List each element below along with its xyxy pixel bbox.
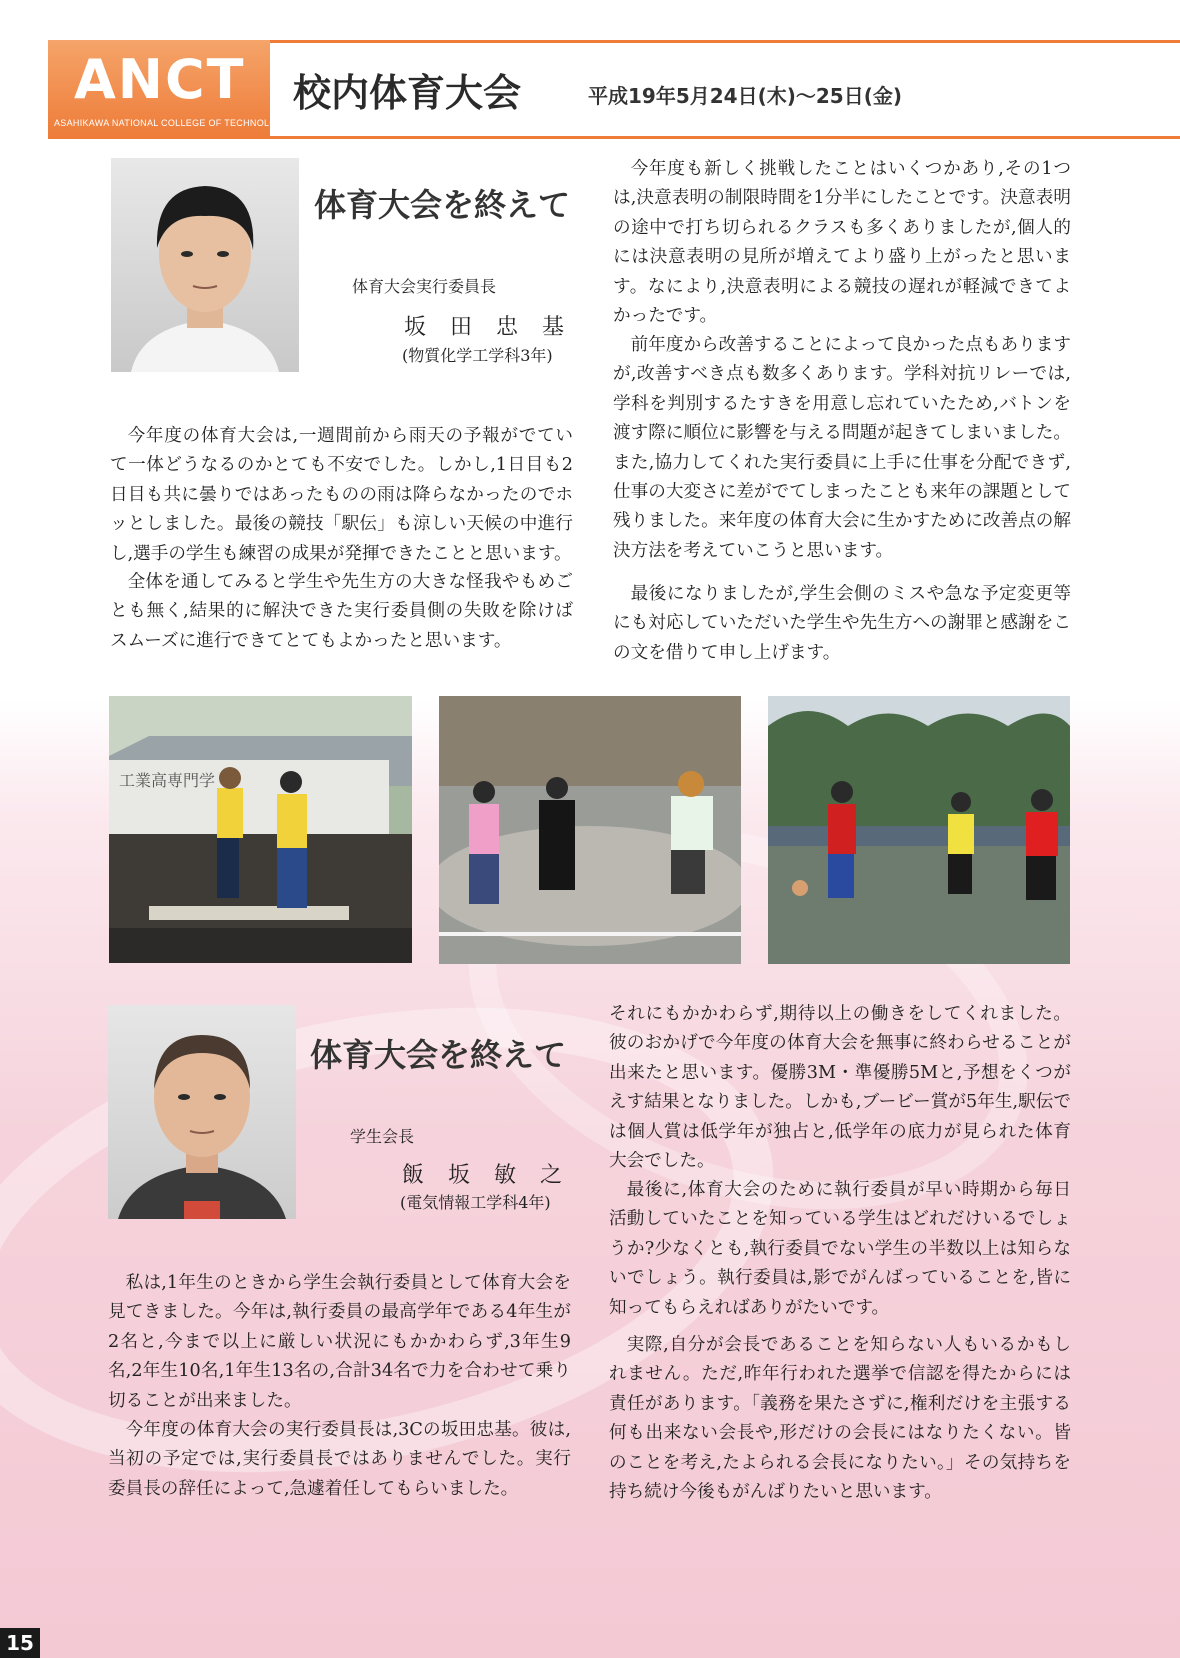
article-paragraph: 今年度も新しく挑戦したことはいくつかあり,その1つは,決意表明の制限時間を1分半にしたことです。決意表明の途中で打ち切られるクラスも多くありましたが,個人的には決意表明の見所が増えてより盛り上がったと思います。なにより,決意表明による競技の遅れが軽減できてよかったです。 [613,159,1071,327]
logo-subtitle: ASAHIKAWA NATIONAL COLLEGE OF TECHNOLOGY Vol.93 [54,118,320,128]
article-paragraph: 私は,1年生のときから学生会執行委員として体育大会を見てきました。今年は,執行委員の最高学年である4年生が2名と,今まで以上に厳しい状況にもかかわらず,3年生9名,2年生10名,1年生13名の,合計34名で力を合わせて乗り切ることが出来ました。 [108,1273,571,1411]
author-role: 体育大会実行委員長 [352,277,497,296]
article-paragraph: 全体を通してみると学生や先生方の大きな怪我やもめごとも無く,結果的に解決できた実行委員側の失敗を除けばスムーズに進行できてとてもよかったと思います。 [110,572,573,651]
article-paragraph: 最後になりましたが,学生会側のミスや急な予定変更等にも対応していただいた学生や先生方への謝罪と感謝をこの文を借りて申し上げます。 [613,584,1071,663]
article-paragraph: 実際,自分が会長であることを知らない人もいるかもしれません。ただ,昨年行われた選挙で信認を得たからには責任があります。「義務を果たさずに,権利だけを主張する何も出来ない会長や,形だけの会長にはなりたくない。皆のことを考え,たよられる会長になりたい。」その気持ちを持ち続け今後もがんばりたいと思います。 [609,1335,1071,1503]
article-headline: 体育大会を終えて [314,186,571,224]
article-paragraph: 前年度から改善することによって良かった点もありますが,改善すべき点も数多くあります。学科対抗リレーでは,学科を判別するたすきを用意し忘れていたため,バトンを渡す際に順位に影響を与える問題が起きてしまいました。また,協力してくれた実行委員に上手に仕事を分配できず,仕事の大変さに差がでてしまったことも来年の課題として残りました。来年度の体育大会に生かすために改善点の解決方法を考えていこうと思います。 [613,335,1071,561]
article-headline: 体育大会を終えて [310,1036,567,1074]
event-photo-race [439,696,741,964]
portrait-photo [111,158,299,372]
logo-text: ANCT [74,48,246,111]
page-number: 15 [0,1628,40,1658]
article-paragraph: それにもかかわらず,期待以上の働きをしてくれました。彼のおかげで今年度の体育大会を無事に終わらせることが出来たと思います。優勝3M・準優勝5Mと,予想をくつがえす結果となりました。しかも,ブービー賞が5年生,駅伝では個人賞は低学年が独占と,低学年の底力が見られた体育大会でした。 [609,1004,1071,1172]
header-rule [270,40,1180,43]
author-department: (電気情報工学科4年) [400,1193,551,1212]
author-department: (物質化学工学科3年) [402,346,553,365]
author-name: 坂田忠基 [404,315,589,340]
author-name: 飯坂敏之 [402,1163,587,1188]
article-paragraph: 最後に,体育大会のために執行委員が早い時期から毎日活動していたことを知っている学生はどれだけいるでしょうか?少なくとも,執行委員でない学生の半数以上は知らないでしょう。執行委員は,影でがんばっていることを,皆に知ってもらえればありがたいです。 [609,1180,1071,1318]
article-paragraph: 今年度の体育大会は,一週間前から雨天の予報がでていて一体どうなるのかとても不安でした。しかし,1日目も2日目も共に曇りではあったものの雨は降らなかったのでホッとしました。最後の競技「駅伝」も涼しい天候の中進行し,選手の学生も練習の成果が発揮できたことと思います。 [110,426,573,564]
header-rule [48,136,1180,139]
article-paragraph: 今年度の体育大会の実行委員長は,3Cの坂田忠基。彼は,当初の予定では,実行委員長ではありませんでした。実行委員長の辞任によって,急遽着任してもらいました。 [108,1420,571,1499]
author-role: 学生会長 [350,1127,415,1146]
event-date: 平成19年5月24日(木)〜25日(金) [588,84,902,108]
event-photo-stage [109,696,412,963]
tent-banner-text: 工業高専門学 [119,771,216,790]
page-header [48,40,1180,138]
page-title: 校内体育大会 [293,71,522,115]
event-photo-soccer [768,696,1070,964]
portrait-photo [108,1005,296,1219]
anct-logo [48,40,320,136]
